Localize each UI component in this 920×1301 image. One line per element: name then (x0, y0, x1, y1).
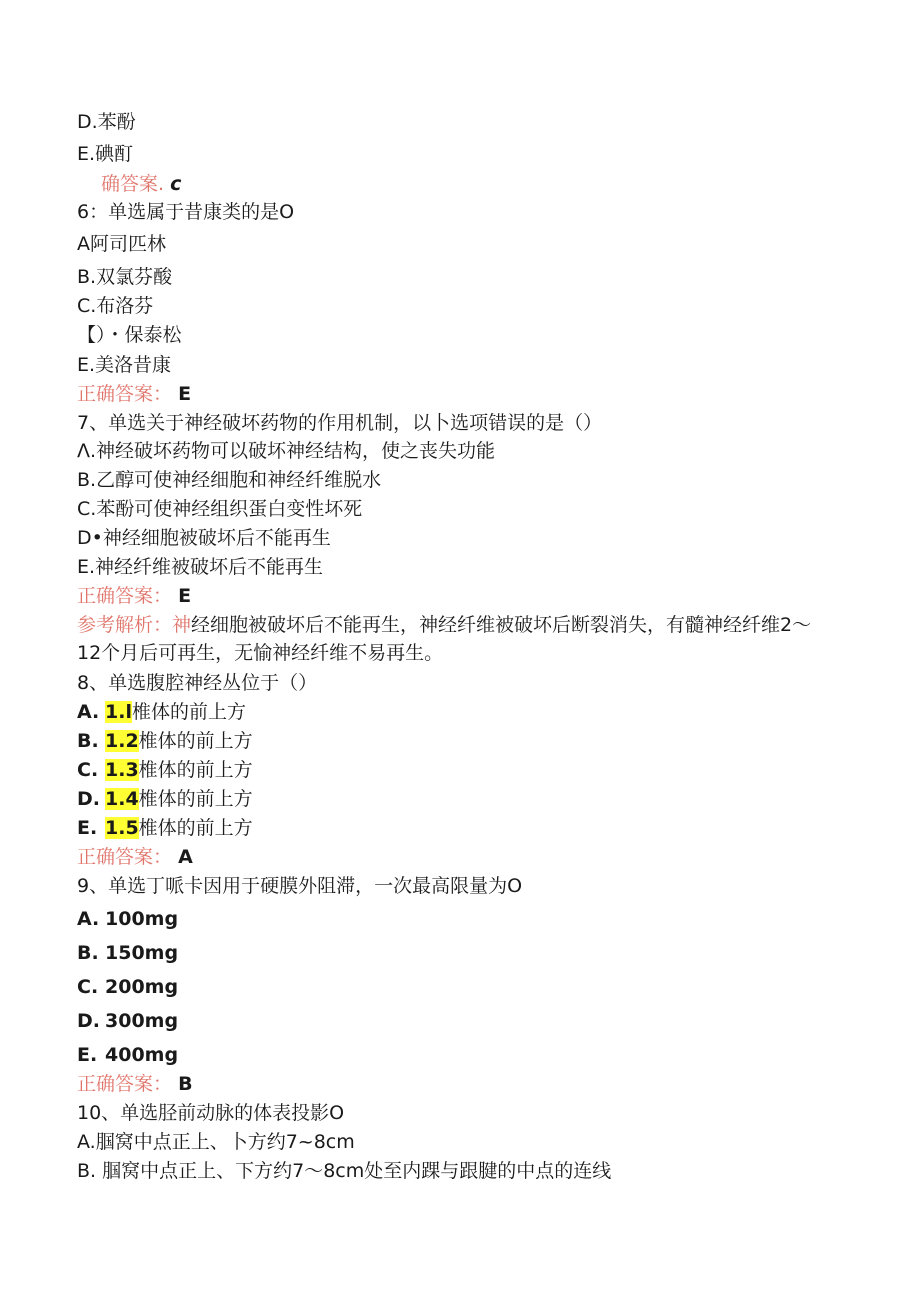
option-b-q8 (77, 727, 253, 755)
option-d-q5: D.苯酚 (77, 111, 136, 133)
option-text: 椎体的前上方 (138, 730, 253, 752)
highlighted-code: 1.l (105, 701, 132, 723)
answer-label: 确答案. (101, 173, 165, 195)
option-d-q6: 【）・保泰松 (77, 324, 182, 346)
option-text: 100mg (105, 908, 179, 930)
option-b-q10: B. 腘窝中点正上、下方约7〜8cm处至内踝与跟腱的中点的连线 (77, 1160, 612, 1182)
option-d-q8 (77, 785, 253, 813)
answer-label: 正确答案： (77, 383, 173, 405)
answer-label: 正确答案： (77, 1073, 173, 1095)
option-letter: B. (77, 730, 99, 752)
option-a-q6: A阿司匹林 (77, 233, 166, 255)
answer-label: 正确答案： (77, 846, 173, 868)
option-e-q6: E.美洛昔康 (77, 354, 172, 376)
answer-value: c (170, 173, 182, 195)
answer-q8 (77, 843, 193, 871)
option-letter: E. (77, 1044, 98, 1066)
question-9: 9、单选丁哌卡因用于硬膜外阻滞，一次最高限量为O (77, 875, 523, 897)
option-text: 400mg (105, 1044, 179, 1066)
option-letter: C. (77, 759, 99, 781)
answer-q9 (77, 1070, 193, 1098)
answer-q5 (101, 170, 181, 198)
option-letter: D. (77, 1010, 100, 1032)
option-letter: D. (77, 788, 100, 810)
answer-q6 (77, 380, 191, 408)
option-letter: C. (77, 976, 99, 998)
option-letter: A. (77, 701, 100, 723)
highlighted-code: 1.2 (105, 730, 139, 752)
option-b-q9 (77, 939, 178, 967)
option-c-q9 (77, 973, 178, 1001)
answer-value: E (178, 383, 192, 405)
option-text: 椎体的前上方 (138, 759, 253, 781)
option-d-q7: D•神经细胞被破坏后不能再生 (77, 527, 331, 549)
option-a-q10: A.腘窝中点正上、卜方约7~8cm (77, 1131, 355, 1153)
question-10: 10、单选胫前动脉的体表投影O (77, 1102, 345, 1124)
option-text: 200mg (105, 976, 179, 998)
highlighted-code: 1.5 (105, 817, 139, 839)
answer-value: A (178, 846, 193, 868)
question-7: 7、单选关于神经破坏药物的作用机制，以卜选项错误的是（） (77, 412, 603, 434)
option-b-q6: B.双氯芬酸 (77, 266, 173, 288)
option-c-q7: C.苯酚可使神经组织蛋白变性坏死 (77, 498, 363, 520)
answer-value: E (178, 585, 192, 607)
option-e-q5: E.碘酊 (77, 143, 134, 165)
answer-q7 (77, 582, 191, 610)
option-letter: B. (77, 942, 99, 964)
option-a-q7: Λ.神经破坏药物可以破坏神经结构，使之丧失功能 (77, 440, 496, 462)
highlighted-code: 1.3 (105, 759, 139, 781)
option-letter: A. (77, 908, 100, 930)
option-c-q8 (77, 756, 253, 784)
explanation-text: 经细胞被破坏后不能再生，神经纤维被破坏后断裂消失，有髓神经纤维2〜12个月后可再生，无愉神经纤维不易再生。 (77, 614, 812, 664)
option-letter: E. (77, 817, 98, 839)
answer-label: 正确答案： (77, 585, 173, 607)
option-e-q7: E.神经纤维被破坏后不能再生 (77, 556, 324, 578)
answer-value: B (178, 1073, 193, 1095)
option-text: 椎体的前上方 (138, 817, 253, 839)
question-6: 6：单选属于昔康类的是O (77, 201, 295, 223)
option-a-q8 (77, 698, 246, 726)
question-8: 8、单选腹腔神经丛位于（） (77, 672, 318, 694)
option-text: 椎体的前上方 (138, 788, 253, 810)
option-text: 150mg (105, 942, 179, 964)
option-text: 椎体的前上方 (131, 701, 246, 723)
option-a-q9 (77, 905, 178, 933)
option-c-q6: C.布洛芬 (77, 295, 154, 317)
highlighted-code: 1.4 (105, 788, 139, 810)
option-text: 300mg (105, 1010, 179, 1032)
option-b-q7: B.乙醇可使神经细胞和神经纤维脱水 (77, 469, 382, 491)
option-e-q8 (77, 814, 253, 842)
explanation-q7 (77, 611, 822, 667)
option-d-q9 (77, 1007, 178, 1035)
explanation-label: 参考解析：神 (77, 614, 192, 636)
option-e-q9 (77, 1041, 178, 1069)
